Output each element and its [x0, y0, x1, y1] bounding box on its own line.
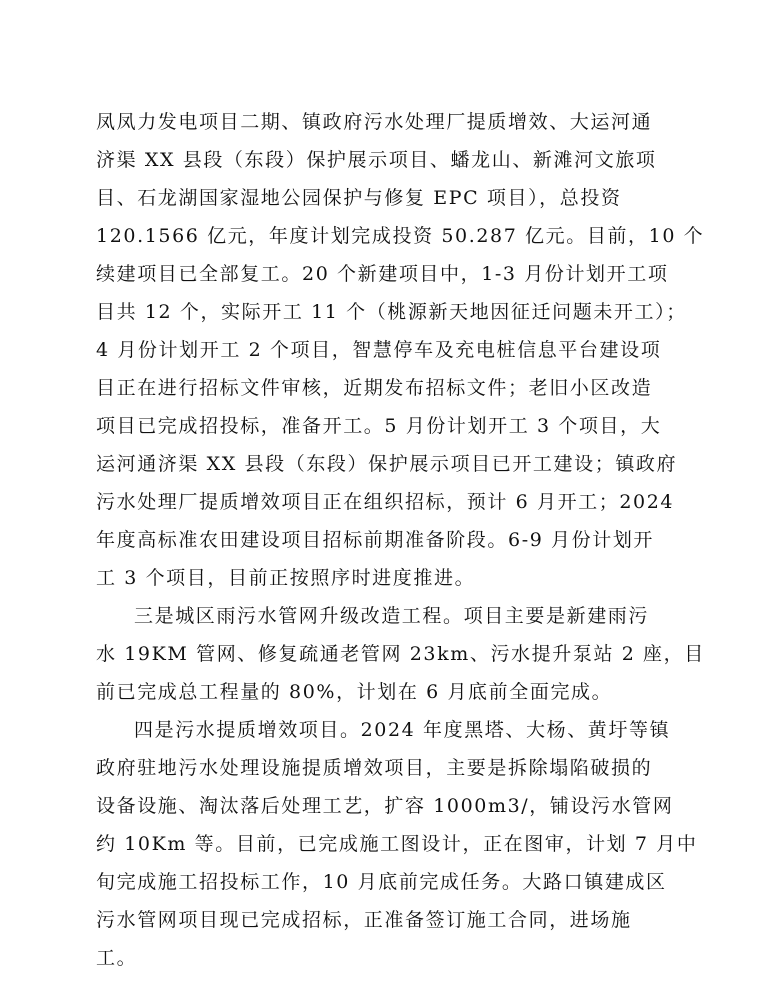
paragraph-line: 约 10Km 等。目前，已完成施工图设计，正在图审，计划 7 月中	[96, 833, 698, 855]
paragraph-line: 前已完成总工程量的 80%，计划在 6 月底前全面完成。	[96, 681, 613, 703]
paragraph-line: 工 3 个项目，目前正按照序时进度推进。	[96, 567, 476, 589]
paragraph-line: 设备设施、淘汰落后处理工艺，扩容 1000m3/，铺设污水管网	[96, 795, 674, 817]
paragraph-line: 凤凤力发电项目二期、镇政府污水处理厂提质增效、大运河通	[96, 111, 653, 133]
paragraph-line: 年度高标准农田建设项目招标前期准备阶段。6-9 月份计划开	[96, 529, 655, 551]
paragraph-line: 水 19KM 管网、修复疏通老管网 23km、污水提升泵站 2 座，目	[96, 643, 705, 665]
paragraph-line: 旬完成施工招投标工作，10 月底前完成任务。大路口镇建成区	[96, 871, 667, 893]
paragraph-line: 续建项目已全部复工。20 个新建项目中，1-3 月份计划开工项	[96, 263, 669, 285]
paragraph-line: 目正在进行招标文件审核，近期发布招标文件；老旧小区改造	[96, 377, 653, 399]
paragraph-line: 工。	[96, 947, 138, 969]
paragraph-line: 4 月份计划开工 2 个项目，智慧停车及充电桩信息平台建设项	[96, 339, 662, 361]
paragraph-line: 污水管网项目现已完成招标，正准备签订施工合同，进场施	[96, 909, 632, 931]
paragraph-line: 运河通济渠 XX 县段（东段）保护展示项目已开工建设；镇政府	[96, 453, 678, 475]
paragraph-line: 济渠 XX 县段（东段）保护展示项目、蟠龙山、新滩河文旅项	[96, 149, 657, 171]
paragraph-line: 污水处理厂提质增效项目正在组织招标，预计 6 月开工；2024	[96, 491, 675, 513]
paragraph-line: 四是污水提质增效项目。2024 年度黑塔、大杨、黄圩等镇	[134, 719, 671, 741]
paragraph-line: 三是城区雨污水管网升级改造工程。项目主要是新建雨污	[134, 605, 650, 627]
paragraph-line: 目共 12 个，实际开工 11 个（桃源新天地因征迁问题未开工）；	[96, 301, 687, 323]
paragraph-line: 项目已完成招投标，准备开工。5 月份计划开工 3 个项目，大	[96, 415, 662, 437]
paragraph-line: 政府驻地污水处理设施提质增效项目，主要是拆除塌陷破损的	[96, 757, 653, 779]
paragraph-line: 120.1566 亿元，年度计划完成投资 50.287 亿元。目前，10 个	[96, 225, 705, 247]
paragraph-line: 目、石龙湖国家湿地公园保护与修复 EPC 项目），总投资	[96, 187, 622, 209]
